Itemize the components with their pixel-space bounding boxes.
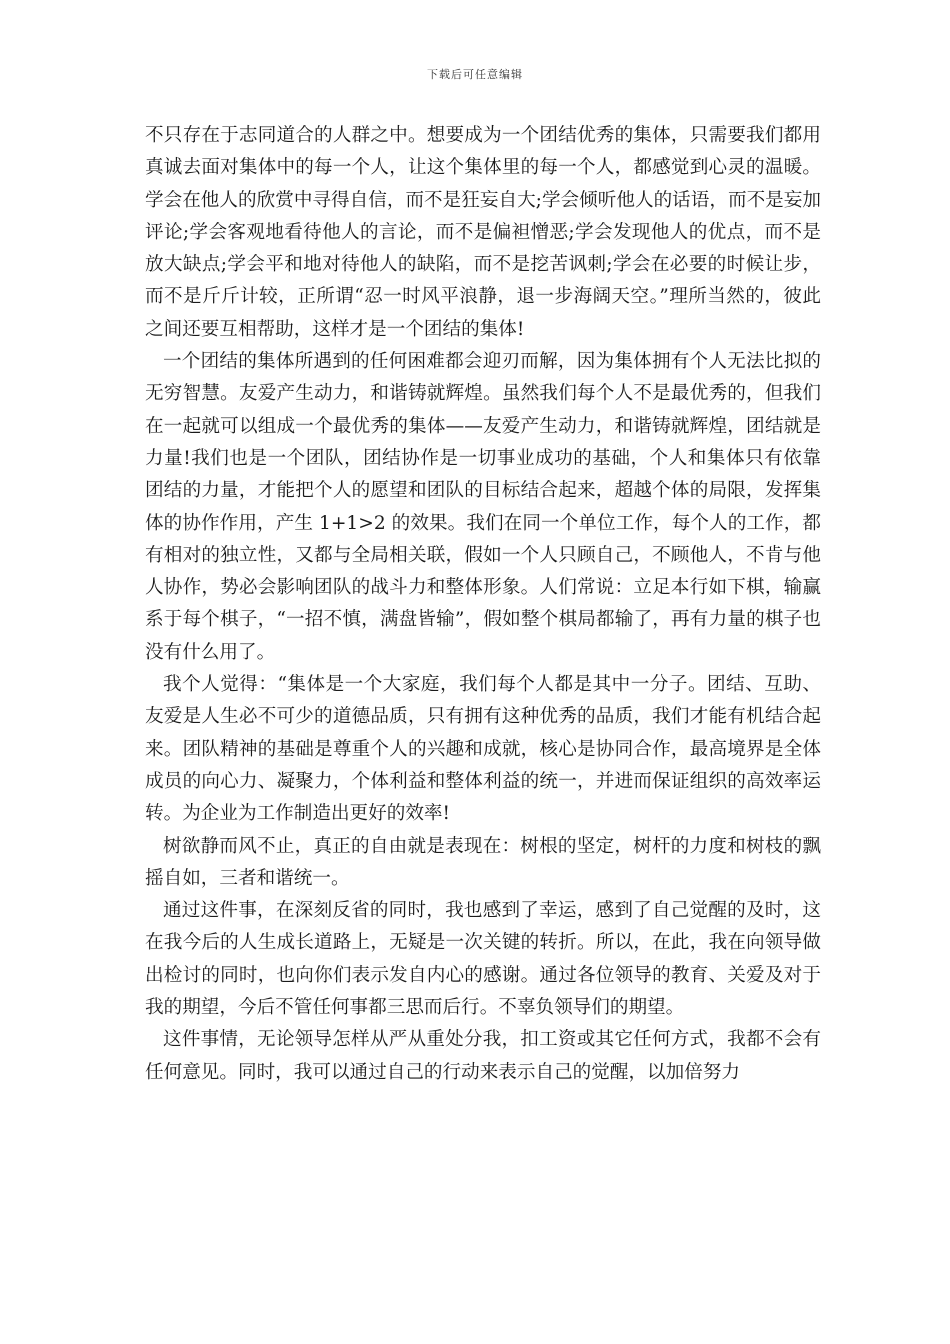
paragraph-6: 这件事情，无论领导怎样从严从重处分我，扣工资或其它任何方式，我都不会有任何意见。同时，我可以通过自己的行动来表示自己的觉醒，以加倍努力 bbox=[145, 1029, 821, 1083]
document-body bbox=[145, 120, 821, 1089]
paragraph-4: 树欲静而风不止，真正的自由就是表现在：树根的坚定，树杆的力度和树枝的飘摇自如，三者和谐统一。 bbox=[145, 835, 821, 889]
paragraph-1: 不只存在于志同道合的人群之中。想要成为一个团结优秀的集体，只需要我们都用真诚去面对集体中的每一个人，让这个集体里的每一个人，都感觉到心灵的温暖。学会在他人的欣赏中寻得自信，而不是狂妄自大;学会倾听他人的话语，而不是妄加评论;学会客观地看待他人的言论，而不是偏袒憎恶;学会发现他人的优点，而不是放大缺点;学会平和地对待他人的缺陷，而不是挖苦讽刺;学会在必要的时候让步，而不是斤斤计较，正所谓“忍一时风平浪静，退一步海阔天空。”理所当然的，彼此之间还要互相帮助，这样才是一个团结的集体! bbox=[145, 125, 821, 340]
paragraph-3: 我个人觉得：“集体是一个大家庭，我们每个人都是其中一分子。团结、互助、友爱是人生必不可少的道德品质，只有拥有这种优秀的品质，我们才能有机结合起来。团队精神的基础是尊重个人的兴趣和成就，核心是协同合作，最高境界是全体成员的向心力、凝聚力，个体利益和整体利益的统一，并进而保证组织的高效率运转。为企业为工作制造出更好的效率! bbox=[145, 674, 821, 825]
page-header: 下载后可任意编辑 bbox=[427, 68, 523, 81]
paragraph-2: 一个团结的集体所遇到的任何困难都会迎刃而解，因为集体拥有个人无法比拟的无穷智慧。友爱产生动力，和谐铸就辉煌。虽然我们每个人不是最优秀的，但我们在一起就可以组成一个最优秀的集体——友爱产生动力，和谐铸就辉煌，团结就是力量!我们也是一个团队，团结协作是一切事业成功的基础，个人和集体只有依靠团结的力量，才能把个人的愿望和团队的目标结合起来，超越个体的局限，发挥集体的协作作用，产生 1+1>2 的效果。我们在同一个单位工作，每个人的工作，都有相对的独立性，又都与全局相关联，假如一个人只顾自己，不顾他人，不肯与他人协作，势必会影响团队的战斗力和整体形象。人们常说：立足本行如下棋，输赢系于每个棋子，“一招不慎，满盘皆输”，假如整个棋局都输了，再有力量的棋子也没有什么用了。 bbox=[145, 351, 821, 663]
paragraph-5: 通过这件事，在深刻反省的同时，我也感到了幸运，感到了自己觉醒的及时，这在我今后的人生成长道路上，无疑是一次关键的转折。所以，在此，我在向领导做出检讨的同时，也向你们表示发自内心的感谢。通过各位领导的教育、关爱及对于我的期望，今后不管任何事都三思而后行。不辜负领导们的期望。 bbox=[145, 900, 821, 1019]
